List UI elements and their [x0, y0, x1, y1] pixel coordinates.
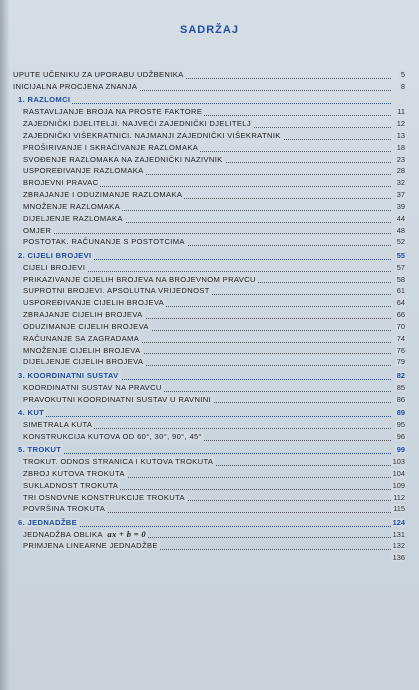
- entry-title: SVOĐENJE RAZLOMAKA NA ZAJEDNIČKI NAZIVNIK: [23, 154, 223, 164]
- page-number: 32: [396, 178, 405, 188]
- entry-title: DIJELJENJE CIJELIH BROJEVA: [23, 357, 144, 367]
- toc-entry: [13, 431, 405, 443]
- entry-title: PRIKAZIVANJE CIJELIH BROJEVA NA BROJEVNOM PRAVCU: [23, 274, 256, 284]
- page-title: SADRŽAJ: [180, 24, 239, 36]
- toc-entry: [13, 225, 405, 237]
- entry-title: 3. KOORDINATNI SUSTAV: [18, 370, 119, 380]
- toc-entry: [13, 69, 405, 81]
- toc-entry: [13, 236, 405, 248]
- page-number: 103: [392, 456, 405, 466]
- table-of-contents: [13, 69, 405, 564]
- page-number: 89: [396, 408, 405, 417]
- entry-title: USPOREĐIVANJE RAZLOMAKA: [23, 166, 144, 176]
- entry-title: INICIJALNA PROCJENA ZNANJA: [13, 81, 138, 91]
- toc-entry: [13, 333, 405, 345]
- toc-entry: [13, 529, 405, 541]
- page-number: 23: [396, 154, 405, 164]
- page-number: [403, 95, 405, 104]
- toc-entry: [13, 154, 405, 166]
- entry-title: 5. TROKUT: [18, 445, 62, 455]
- toc-entry: [13, 540, 405, 552]
- entry-title: PRIMJENA LINEARNE JEDNADŽBE: [23, 541, 158, 551]
- chapter-heading: [13, 370, 405, 382]
- toc-entry: [13, 382, 405, 394]
- page-number: 112: [393, 492, 405, 502]
- page-number: 28: [396, 166, 405, 176]
- entry-title: PROŠIRIVANJE I SKRAĆIVANJE RAZLOMAKA: [23, 142, 199, 152]
- page-number: 13: [396, 130, 405, 140]
- toc-entry: [13, 480, 405, 492]
- binding-shadow: [0, 0, 10, 690]
- page-number: 12: [396, 118, 405, 128]
- page-number: 52: [396, 237, 405, 247]
- page-number: 99: [396, 445, 405, 455]
- entry-title: MNOŽENJE RAZLOMAKA: [23, 201, 121, 211]
- toc-entry: [13, 394, 405, 406]
- entry-title: SUPROTNI BROJEVI. APSOLUTNA VRIJEDNOST: [23, 286, 210, 296]
- chapter-heading: [13, 517, 405, 529]
- entry-title: MNOŽENJE CIJELIH BROJEVA: [23, 345, 141, 355]
- entry-title: CIJELI BROJEVI: [23, 262, 86, 272]
- entry-title: 4. KUT: [18, 408, 45, 417]
- toc-entry: [13, 309, 405, 321]
- page-number: 58: [396, 274, 405, 284]
- toc-entry: [13, 297, 405, 309]
- page-number: 74: [396, 333, 405, 343]
- toc-entry: [13, 213, 405, 225]
- toc-entry: [13, 130, 405, 142]
- entry-title: ZBROJ KUTOVA TROKUTA: [23, 468, 125, 478]
- dot-leader: [18, 102, 391, 104]
- entry-title: ZAJEDNIČKI VIŠEKRATNICI. NAJMANJI ZAJEDNIČKI VIŠEKRATNIK: [23, 130, 281, 140]
- toc-entry: [13, 177, 405, 189]
- dot-leader: [18, 415, 391, 417]
- entry-title: DIJELJENJE RAZLOMAKA: [23, 213, 123, 223]
- page-number: 39: [396, 201, 405, 211]
- entry-title: JEDNADŽBA OBLIKA: [23, 529, 103, 539]
- toc-entry: [13, 106, 405, 118]
- toc-entry: [13, 165, 405, 177]
- entry-title: RASTAVLJANJE BROJA NA PROSTE FAKTORE: [23, 107, 203, 117]
- entry-title: OMJER: [23, 225, 52, 235]
- entry-title: 1. RAZLOMCI: [18, 95, 71, 105]
- entry-title: RAČUNANJE SA ZAGRADAMA: [23, 333, 140, 343]
- toc-entry: [13, 262, 405, 274]
- entry-title: ZBRAJANJE I ODUZIMANJE RAZLOMAKA: [23, 190, 183, 200]
- entry-title: ODUZIMANJE CIJELIH BROJEVA: [23, 321, 149, 331]
- toc-entry: [13, 492, 405, 504]
- chapter-heading: [13, 407, 405, 419]
- page-number: 55: [396, 250, 405, 260]
- page-number: 96: [396, 431, 405, 441]
- entry-title: POSTOTAK. RAČUNANJE S POSTOTCIMA: [23, 237, 185, 247]
- page-number: 86: [396, 394, 405, 404]
- page-number: 48: [396, 225, 405, 235]
- dot-leader: [18, 452, 391, 454]
- chapter-heading: [13, 444, 405, 456]
- page-number: 136: [392, 553, 405, 563]
- page-number: 104: [392, 468, 405, 478]
- toc-entry: [13, 356, 405, 368]
- toc-entry: [13, 468, 405, 480]
- page-number: 79: [396, 357, 405, 367]
- page-number: 82: [396, 370, 405, 380]
- entry-title: USPOREĐIVANJE CIJELIH BROJEVA: [23, 298, 165, 308]
- page-number: 66: [396, 310, 405, 320]
- entry-title: TRI OSNOVNE KONSTRUKCIJE TROKUTA: [23, 492, 185, 502]
- page-number: 18: [396, 142, 405, 152]
- page-number: 95: [396, 419, 405, 429]
- page-number: 109: [392, 480, 405, 490]
- entry-title: SIMETRALA KUTA: [23, 419, 93, 429]
- entry-title: KONSTRUKCIJA KUTOVA OD 60°, 30°, 90°, 45°: [23, 431, 202, 441]
- dot-leader: [23, 232, 391, 234]
- toc-entry: [13, 285, 405, 297]
- math-expression: ax + b = 0: [104, 528, 147, 539]
- page-number: 61: [396, 286, 405, 296]
- page-number: 5: [400, 70, 405, 79]
- entry-title: 6. JEDNADŽBE: [18, 517, 78, 527]
- toc-entry: [13, 201, 405, 213]
- entry-title: UPUTE UČENIKU ZA UPORABU UDŽBENIKA: [13, 70, 184, 79]
- page-number: 85: [396, 382, 405, 392]
- toc-entry: [13, 321, 405, 333]
- page-number: 37: [396, 190, 405, 200]
- toc-entry: [13, 503, 405, 515]
- page-number: 57: [396, 262, 405, 272]
- chapter-heading: [13, 94, 405, 106]
- toc-entry: [13, 118, 405, 130]
- chapter-heading: [13, 250, 405, 262]
- entry-title: TROKUT. ODNOS STRANICA I KUTOVA TROKUTA: [23, 456, 214, 466]
- toc-trailing-page: [13, 552, 405, 564]
- toc-entry: [13, 345, 405, 357]
- page-number: 44: [396, 213, 405, 223]
- entry-title: ZAJEDNIČKI DJELITELJI. NAJVEĆI ZAJEDNIČKI DJELITELJ: [23, 118, 251, 128]
- page-number: 70: [396, 321, 405, 331]
- toc-entry: [13, 456, 405, 468]
- page-number: 76: [396, 345, 405, 355]
- entry-title: POVRŠINA TROKUTA: [23, 504, 106, 514]
- page-number: 131: [392, 529, 405, 539]
- toc-entry: [13, 81, 405, 93]
- toc-entry: [13, 142, 405, 154]
- page-number: 8: [400, 81, 405, 91]
- entry-title: 2. CIJELI BROJEVI: [18, 250, 92, 260]
- page-number: 11: [397, 107, 405, 117]
- page-number: 115: [393, 504, 405, 514]
- toc-entry: [13, 274, 405, 286]
- toc-entry: [13, 419, 405, 431]
- page-number: 124: [392, 517, 405, 527]
- toc-entry: [13, 189, 405, 201]
- entry-title: SUKLADNOST TROKUTA: [23, 480, 119, 490]
- entry-title: ZBRAJANJE CIJELIH BROJEVA: [23, 310, 143, 320]
- page-number: 132: [392, 541, 405, 551]
- entry-title: BROJEVNI PRAVAC: [23, 178, 99, 188]
- entry-title: PRAVOKUTNI KOORDINATNI SUSTAV U RAVNINI: [23, 394, 212, 404]
- entry-title: KOORDINATNI SUSTAV NA PRAVCU: [23, 382, 162, 392]
- page-number: 64: [396, 298, 405, 308]
